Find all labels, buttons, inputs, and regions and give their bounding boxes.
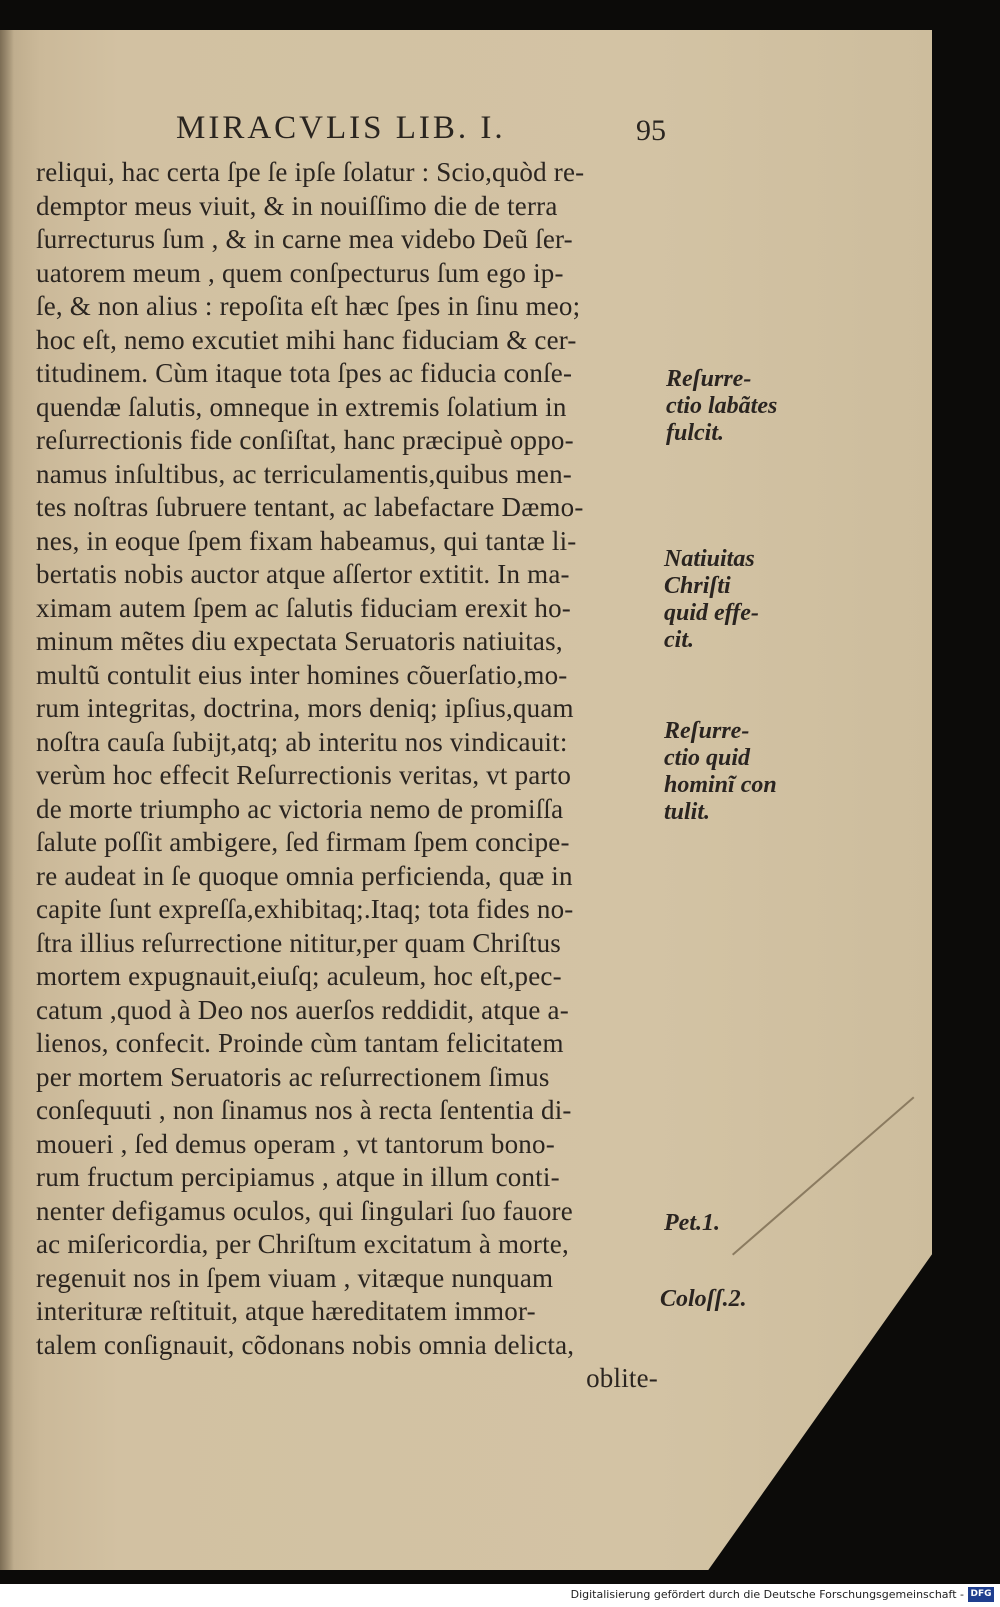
margin-note-line: fulcit. [666,420,724,446]
text-line: namus inſultibus, ac terriculamentis,quibus men- [36,458,572,489]
dfg-logo: DFG [968,1587,994,1602]
text-line: reliqui, hac certa ſpe ſe ipſe ſolatur : Scio,quòd re- [36,157,585,187]
text-line: mortem expugnauit,eiuſq; aculeum, hoc eſt,pec- [36,961,562,991]
margin-note-line: cit. [664,627,694,653]
margin-note-line: quid effe- [664,600,759,626]
text-line: capite ſunt expreſſa,exhibitaq;.Itaq; tota fides no- [36,894,574,924]
text-line: reſurrectionis fide conſiſtat, hanc præcipuè oppo- [36,425,574,455]
text-line: nes, in eoque ſpem fixam habeamus, qui tantæ li- [36,525,577,556]
page-header [176,110,676,150]
body-text [36,156,676,1396]
text-line: rum fructum percipiamus , atque in illum conti- [36,1162,560,1192]
text-line: noſtra cauſa ſubijt,atq; ab interitu nos vindicauit: [36,726,568,757]
text-line: hoc eſt, nemo excutiet mihi hanc fiduciam & cer- [36,324,577,355]
text-line: ſtra illius reſurrectione nititur,per quam Chriſtus [36,927,561,958]
text-line: interituræ reſtituit, atque hæreditatem immor- [36,1296,536,1326]
text-line: ac miſericordia, per Chriſtum excitatum à morte, [36,1229,569,1259]
margin-note-line: hominĩ con [664,772,777,798]
margin-note-line: Natiuitas [664,546,755,572]
margin-note-line: tulit. [664,799,711,825]
margin-note-line: ctio quid [664,745,751,771]
text-line: catum ,quod à Deo nos auerſos reddidit, atque a- [36,994,569,1025]
text-line: titudinem. Cùm itaque tota ſpes ac fiducia conſe- [36,358,573,388]
text-line: quendæ ſalutis, omneque in extremis ſolatium in [36,391,567,422]
text-line: rum integritas, doctrina, mors deniq; ipſius,quam [36,693,574,723]
text-line: talem conſignauit, cõdonans nobis omnia delicta, [36,1329,575,1360]
footer-credit: Digitalisierung gefördert durch die Deutsche Forschungsgemeinschaft - [570,1588,964,1601]
margin-note-line: Coloſſ.2. [660,1286,747,1312]
text-line: bertatis nobis auctor atque aſſertor extitit. In ma- [36,559,570,589]
text-line: per mortem Seruatoris ac reſurrectionem ſimus [36,1061,550,1092]
text-line: moueri , ſed demus operam , vt tantorum bono- [36,1128,555,1159]
text-line: conſequuti , non ſinamus nos à recta ſententia di- [36,1095,572,1125]
catchword: oblite- [586,1363,658,1393]
text-line: uatorem meum , quem conſpecturus ſum ego ip- [36,257,564,288]
margin-note-line: Chriſti [664,573,731,599]
text-line: de morte triumpho ac victoria nemo de promiſſa [36,793,564,824]
text-line: demptor meus viuit, & in nouiſſimo die de terra [36,190,558,221]
footer-bar [0,1584,1000,1607]
text-line: ſe, & non alius : repoſita eſt hæc ſpes in ſinu meo; [36,291,581,321]
margin-note-line: Reſurre- [664,718,750,744]
text-line: ximam autem ſpem ac ſalutis fiduciam erexit ho- [36,592,571,623]
margin-note-line: ctio labãtes [666,393,778,419]
text-line: ſalute poſſit ambigere, ſed firmam ſpem concipe- [36,827,570,857]
text-line: nenter defigamus oculos, qui ſingulari ſuo fauore [36,1195,573,1226]
page-gutter-shadow [0,30,14,1570]
text-line: minum mẽtes diu expectata Seruatoris natiuitas, [36,626,563,656]
page-number: 95 [636,114,666,147]
margin-note-line: Pet.1. [664,1210,720,1236]
text-line: lienos, confecit. Proinde cùm tantam felicitatem [36,1028,564,1058]
running-title: MIRACVLIS LIB. I. [176,110,506,146]
text-line: multũ contulit eius inter homines cõuerſatio,mo- [36,659,568,690]
margin-note-line: Reſurre- [666,366,752,392]
text-line: verùm hoc effecit Reſurrectionis veritas, vt parto [36,760,572,790]
text-line: ſurrecturus ſum , & in carne mea videbo Deũ ſer- [36,224,573,254]
text-line: regenuit nos in ſpem viuam , vitæque nunquam [36,1262,554,1293]
text-line: re audeat in ſe quoque omnia perficienda, quæ in [36,860,573,891]
text-line: tes noſtras ſubruere tentant, ac labefactare Dæmo- [36,492,584,522]
